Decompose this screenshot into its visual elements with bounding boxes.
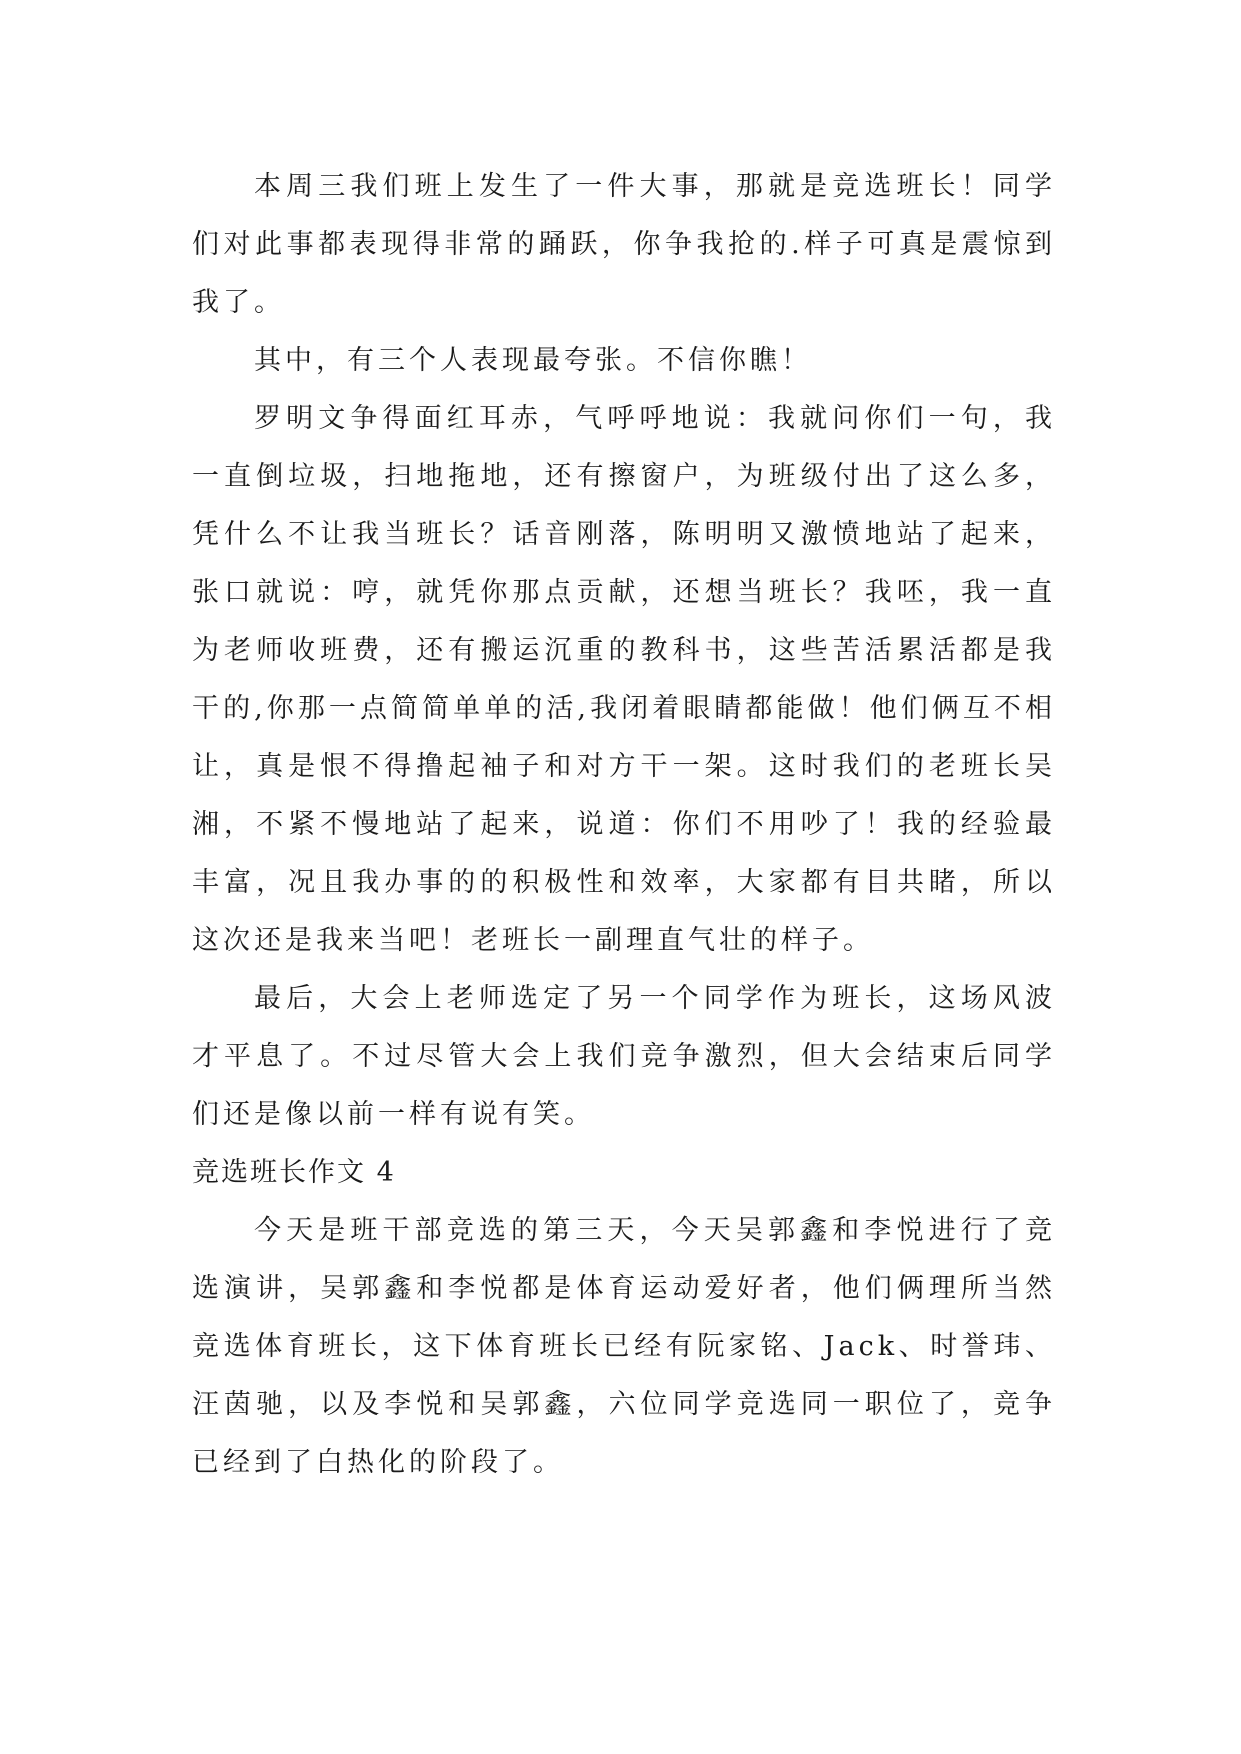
document-page (192, 158, 1056, 1492)
paragraph-three-people: 其中，有三个人表现最夸张。不信你瞧！ (254, 345, 812, 376)
paragraph-conclusion: 最后，大会上老师选定了另一个同学作为班长，这场风波才平息了。不过尽管大会上我们竞争激烈，但大会结束后同学们还是像以前一样有说有笑。 (192, 983, 1056, 1130)
section-title: 竞选班长作文 4 (192, 1157, 396, 1188)
paragraph-debate: 罗明文争得面红耳赤，气呼呼地说：我就问你们一句，我一直倒垃圾，扫地拖地，还有擦窗户，为班级付出了这么多，凭什么不让我当班长？话音刚落，陈明明又激愤地站了起来，张口就说：哼，就凭你那点贡献，还想当班长？我呸，我一直为老师收班费，还有搬运沉重的教科书，这些苦活累活都是我干的,你那一点简简单单的活,我闭着眼睛都能做！他们俩互不相让，真是恨不得撸起袖子和对方干一架。这时我们的老班长吴湘，不紧不慢地站了起来，说道：你们不用吵了！我的经验最丰富，况且我办事的的积极性和效率，大家都有目共睹，所以这次还是我来当吧！老班长一副理直气壮的样子。 (192, 403, 1056, 956)
paragraph-sports-election: 今天是班干部竞选的第三天，今天吴郭鑫和李悦进行了竞选演讲，吴郭鑫和李悦都是体育运动爱好者，他们俩理所当然竞选体育班长，这下体育班长已经有阮家铭、Jack、时誉玮、汪茵驰，以及李悦和吴郭鑫，六位同学竞选同一职位了，竞争已经到了白热化的阶段了。 (192, 1215, 1056, 1478)
paragraph-intro: 本周三我们班上发生了一件大事，那就是竞选班长！同学们对此事都表现得非常的踊跃，你争我抢的.样子可真是震惊到我了。 (192, 171, 1056, 318)
